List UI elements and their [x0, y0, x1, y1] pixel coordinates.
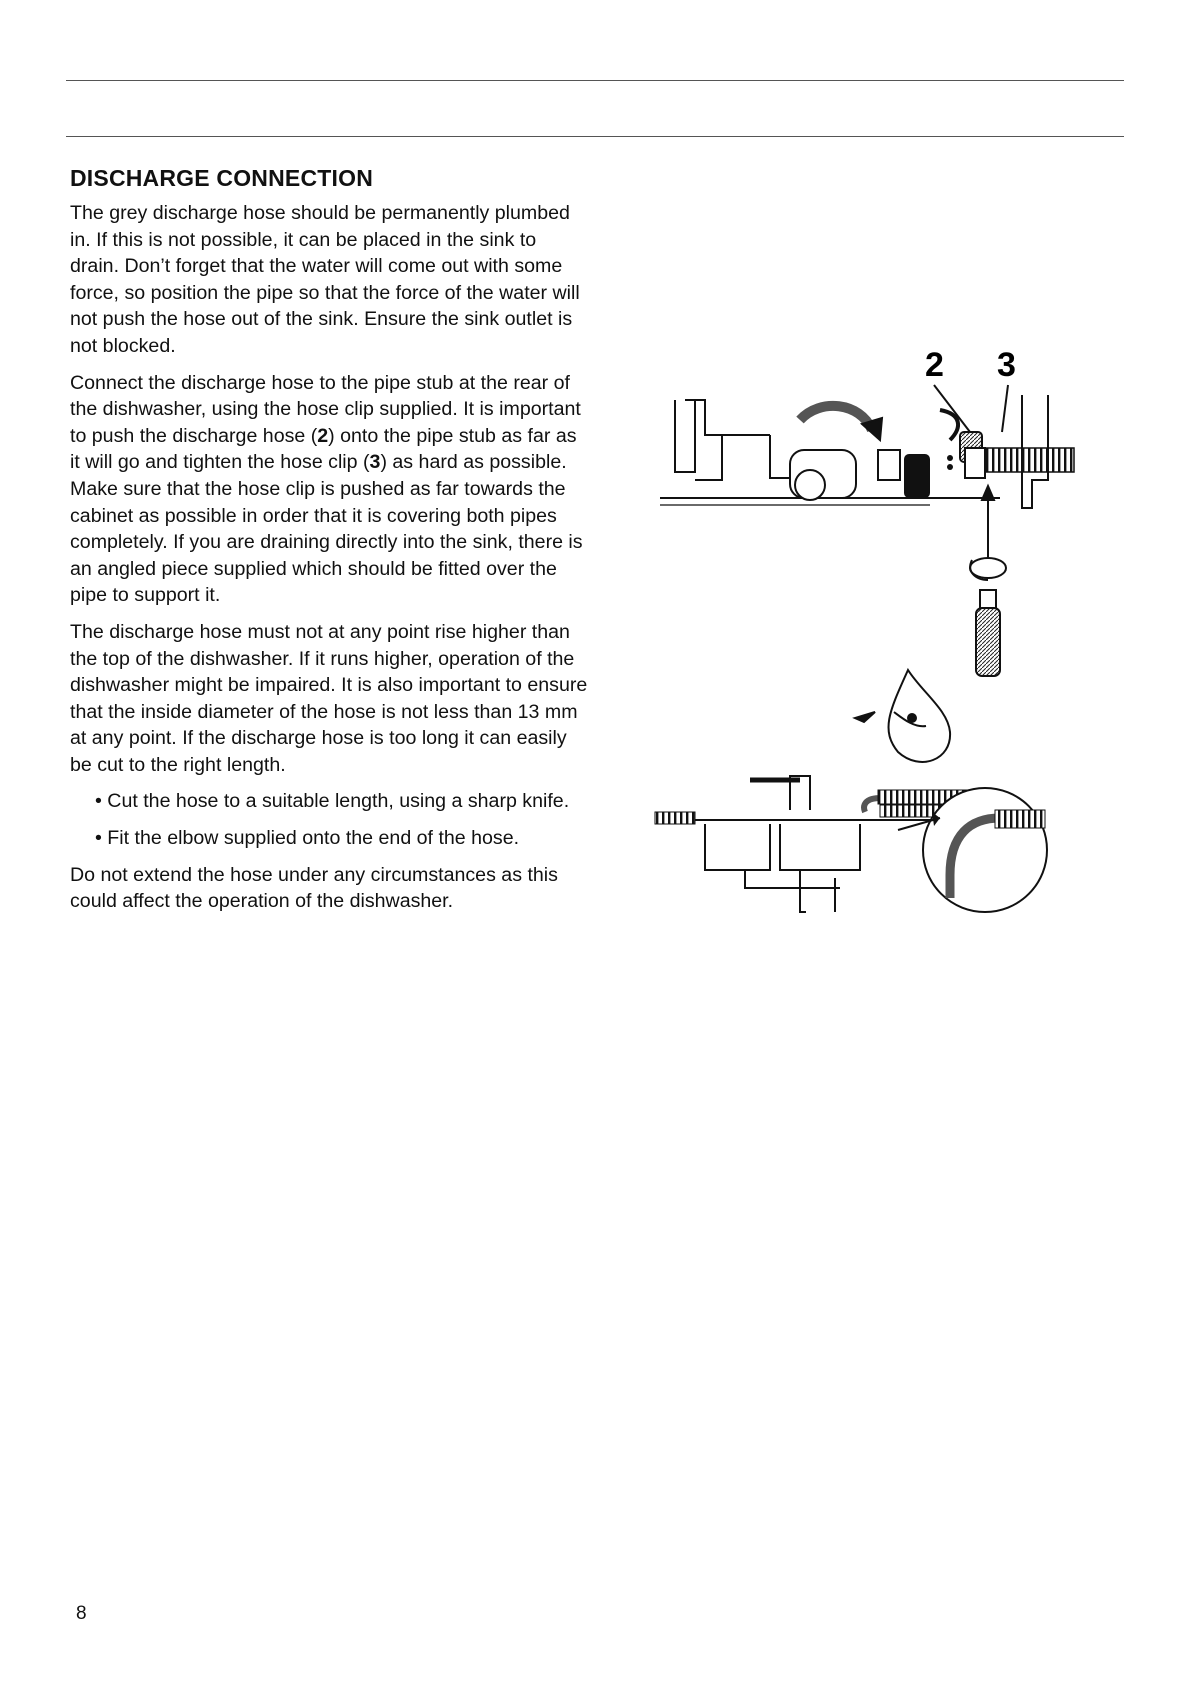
paragraph-plumbing: The grey discharge hose should be permanently plumbed in. If this is not possible, it can be placed in the sink to drain. Don’t forget that the water will come out with some force, so position the pipe so that the force of the water will not push the hose out of the sink. Ensure the sink outlet is not blocked.: [70, 202, 580, 357]
header-rule: [66, 136, 1124, 137]
callout-clip-label: 3: [997, 346, 1016, 384]
paragraph-connection-part3: ) as hard as possible. Make sure that the hose clip is pushed as far towards the cabinet as possible in order that it is covering both pipes completely. If you are draining directly into the sink, there is an angled piece supplied which should be fitted over the pipe to support it.: [70, 451, 583, 607]
callout-clip-leader: [1002, 385, 1008, 432]
callout-hose-leader: [934, 385, 970, 432]
bullet-cut: • Cut the hose to a suitable length, using a sharp knife.: [95, 790, 570, 813]
paragraph-connection-part2: ) onto the pipe stub as far as it will go and tighten the hose clip (: [70, 424, 577, 474]
section-heading: DISCHARGE CONNECTION: [70, 165, 374, 191]
page-number: 8: [76, 1603, 87, 1624]
ref-clip: 3: [369, 451, 381, 474]
sink-drain-illustration: [655, 670, 1047, 912]
top-rule: [66, 80, 1124, 81]
illustration-svg: [650, 340, 1110, 980]
callout-hose-label: 2: [925, 346, 944, 384]
ref-hose: 2: [317, 424, 329, 447]
paragraph-height: The discharge hose must not at any point rise higher than the top of the dishwasher. If it runs higher, operation of the dishwasher might be impaired. It is also important to ensure that the inside diameter of the hose is not less than 13 mm at any point. If the discharge hose is too long it can easily be cut to the right length.: [70, 620, 588, 776]
hose-clip-illustration: [970, 486, 1006, 676]
paragraph-closing: Do not extend the hose under any circumstances as this could affect the operation of the dishwasher.: [70, 863, 558, 913]
dishwasher-outlet-illustration: [660, 395, 1074, 508]
paragraph-connection-part1: Connect the discharge hose to the pipe stub at the rear of the dishwasher, using the hose clip supplied. It is important to push the discharge hose (: [70, 371, 581, 447]
bullet-elbow: • Fit the elbow supplied onto the end of the hose.: [95, 827, 520, 850]
paragraph-connection: [70, 370, 590, 609]
discharge-illustrations: [650, 340, 1110, 980]
text-column: [70, 165, 590, 925]
